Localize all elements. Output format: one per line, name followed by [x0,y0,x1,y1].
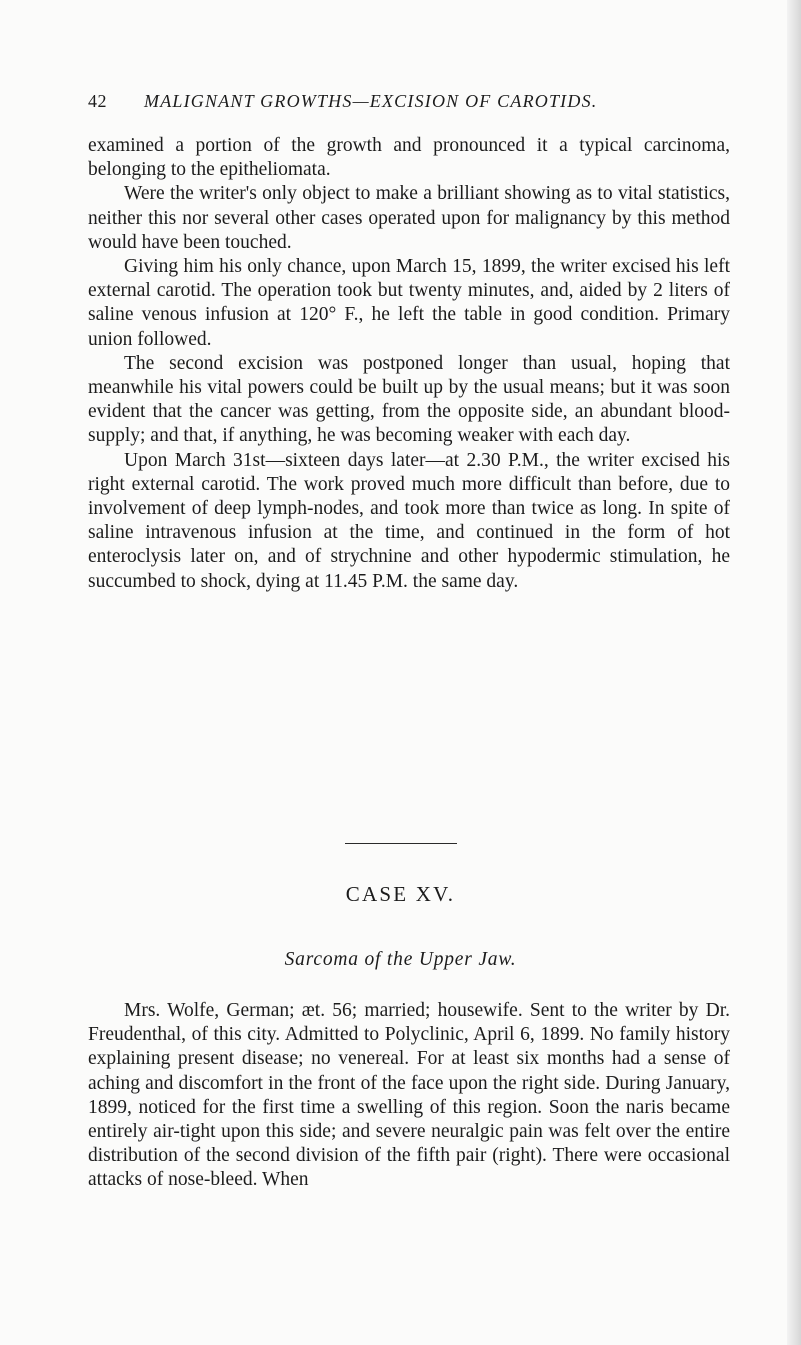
page-edge-shadow [787,0,801,1345]
paragraph: Giving him his only chance, upon March 15, 1899, the writer excised his left external carotid. The operation took but twenty minutes, and, aided by 2 liters of saline venous infusion at 120° F., he left the table in good condition. Primary union followed. [88,256,730,350]
case-heading: CASE XV. [345,882,456,906]
body-text-section-1 [88,134,730,594]
page-header [88,90,728,112]
section-divider-rule [345,843,457,844]
paragraph: The second excision was postponed longer than usual, hoping that meanwhile his vital powers could be built up by the usual means; but it was soon evident that the cancer was getting, from the opposite side, an abundant blood-supply; and that, if anything, he was becoming weaker with each day. [88,352,730,447]
paragraph: Mrs. Wolfe, German; æt. 56; married; housewife. Sent to the writer by Dr. Freudenthal, of this city. Admitted to Polyclinic, April 6, 1899. No family history explaining present disease; no venereal. For at least six months had a sense of aching and discomfort in the front of the face upon the right side. During January, 1899, noticed for the first time a swelling of this region. Soon the naris became entirely air-tight upon this side; and severe neuralgic pain was felt over the entire distribution of the second division of the fifth pair (right). There were occasional attacks of nose-bleed. When [88,1000,730,1191]
page-number: 42 [88,91,107,111]
case-subtitle: Sarcoma of the Upper Jaw. [284,949,517,970]
paragraph-continuation: examined a portion of the growth and pronounced it a typical carcinoma, belonging to the epitheliomata. [88,135,730,181]
running-title: MALIGNANT GROWTHS—EXCISION OF CAROTIDS. [144,91,598,111]
body-text-case-xv [88,999,730,1193]
paragraph: Were the writer's only object to make a brilliant showing as to vital statistics, neither this nor several other cases operated upon for malignancy by this method would have been touched. [88,183,730,253]
paragraph: Upon March 31st—sixteen days later—at 2.30 P.M., the writer excised his right external carotid. The work proved much more difficult than before, due to involvement of deep lymph-nodes, and took more than twice as long. In spite of saline intravenous infusion at the time, and continued in the form of hot enteroclysis later on, and of strychnine and other hypodermic stimulation, he succumbed to shock, dying at 11.45 P.M. the same day. [88,449,730,592]
